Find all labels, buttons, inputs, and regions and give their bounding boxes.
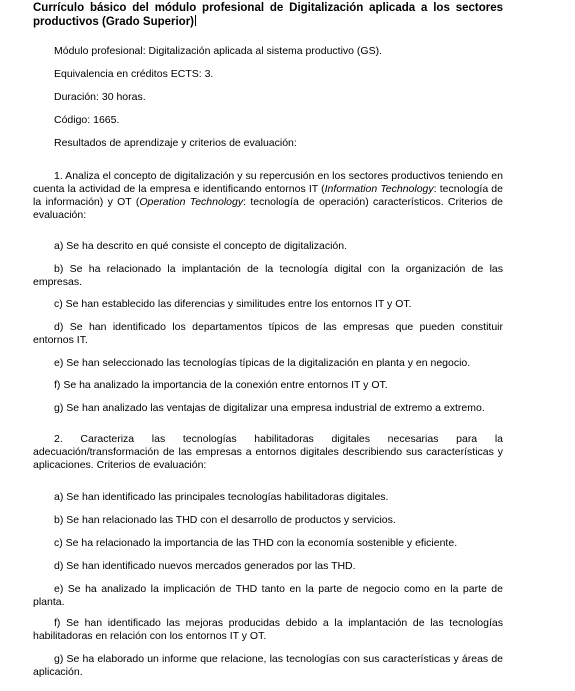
lo1-text-b: : tecnología de la información) y OT ( — [33, 183, 503, 208]
lo2-criterion-g: g) Se ha elaborado un informe que relacione, las tecnologías con sus características y áreas de aplicación. — [33, 653, 503, 678]
lo1-term-ot: Operation Technology — [139, 196, 244, 208]
results-heading: Resultados de aprendizaje y criterios de evaluación: — [54, 137, 297, 149]
module-name: Módulo profesional: Digitalización aplicada al sistema productivo (GS). — [54, 45, 382, 57]
learning-outcome-2: 2. Caracteriza las tecnologías habilitadoras digitales necesarias para la adecuación/transformación de las empresas a entornos digitales describiendo sus características y aplicaciones. Criterios de evaluación: — [33, 433, 503, 471]
document — [33, 0, 504, 678]
lo1-text-c: : tecnología de operación) característicos. Criterios de evaluación: — [33, 196, 504, 221]
lo2-criterion-a: a) Se han identificado las principales tecnologías habilitadoras digitales. — [54, 491, 389, 503]
lo1-term-it: Information Technology — [324, 183, 434, 195]
lo1-criterion-a: a) Se ha descrito en qué consiste el concepto de digitalización. — [54, 240, 348, 252]
module-code: Código: 1665. — [54, 114, 120, 126]
lo1-criterion-f: f) Se ha analizado la importancia de la conexión entre entornos IT y OT. — [54, 379, 388, 391]
lo1-criterion-c: c) Se han establecido las diferencias y similitudes entre los entornos IT y OT. — [54, 298, 412, 310]
ects-credits: Equivalencia en créditos ECTS: 3. — [54, 68, 214, 80]
lo2-criterion-d: d) Se han identificado nuevos mercados generados por las THD. — [54, 560, 356, 572]
learning-outcome-1 — [33, 170, 503, 222]
text-cursor — [195, 15, 196, 26]
lo1-criterion-d: d) Se han identificado los departamentos típicos de las empresas que pueden constituir entornos IT. — [33, 321, 503, 346]
lo1-criterion-e: e) Se han seleccionado las tecnologías típicas de la digitalización en planta y en negocio. — [54, 357, 471, 369]
document-title — [33, 0, 503, 29]
lo1-criterion-b: b) Se ha relacionado la implantación de la tecnología digital con la organización de las empresas. — [33, 263, 503, 288]
lo2-criterion-c: c) Se ha relacionado la importancia de las THD con la economía sostenible y eficiente. — [54, 537, 458, 549]
duration: Duración: 30 horas. — [54, 91, 146, 103]
lo1-text-a: 1. Analiza el concepto de digitalización y su repercusión en los sectores productivos teniendo en cuenta la actividad de la empresa e identificando entornos IT ( — [33, 170, 503, 195]
lo2-criterion-e: e) Se ha analizado la implicación de THD tanto en la parte de negocio como en la parte de planta. — [33, 583, 503, 608]
document-title-text: Currículo básico del módulo profesional de Digitalización aplicada a los sectores productivos (Grado Superior) — [33, 2, 503, 28]
lo2-criterion-b: b) Se han relacionado las THD con el desarrollo de productos y servicios. — [54, 514, 396, 526]
lo2-criterion-f: f) Se han identificado las mejoras producidas debido a la implantación de las tecnologías habilitadoras en relación con los entornos IT y OT. — [33, 617, 503, 642]
lo1-criterion-g: g) Se han analizado las ventajas de digitalizar una empresa industrial de extremo a extremo. — [54, 402, 485, 414]
